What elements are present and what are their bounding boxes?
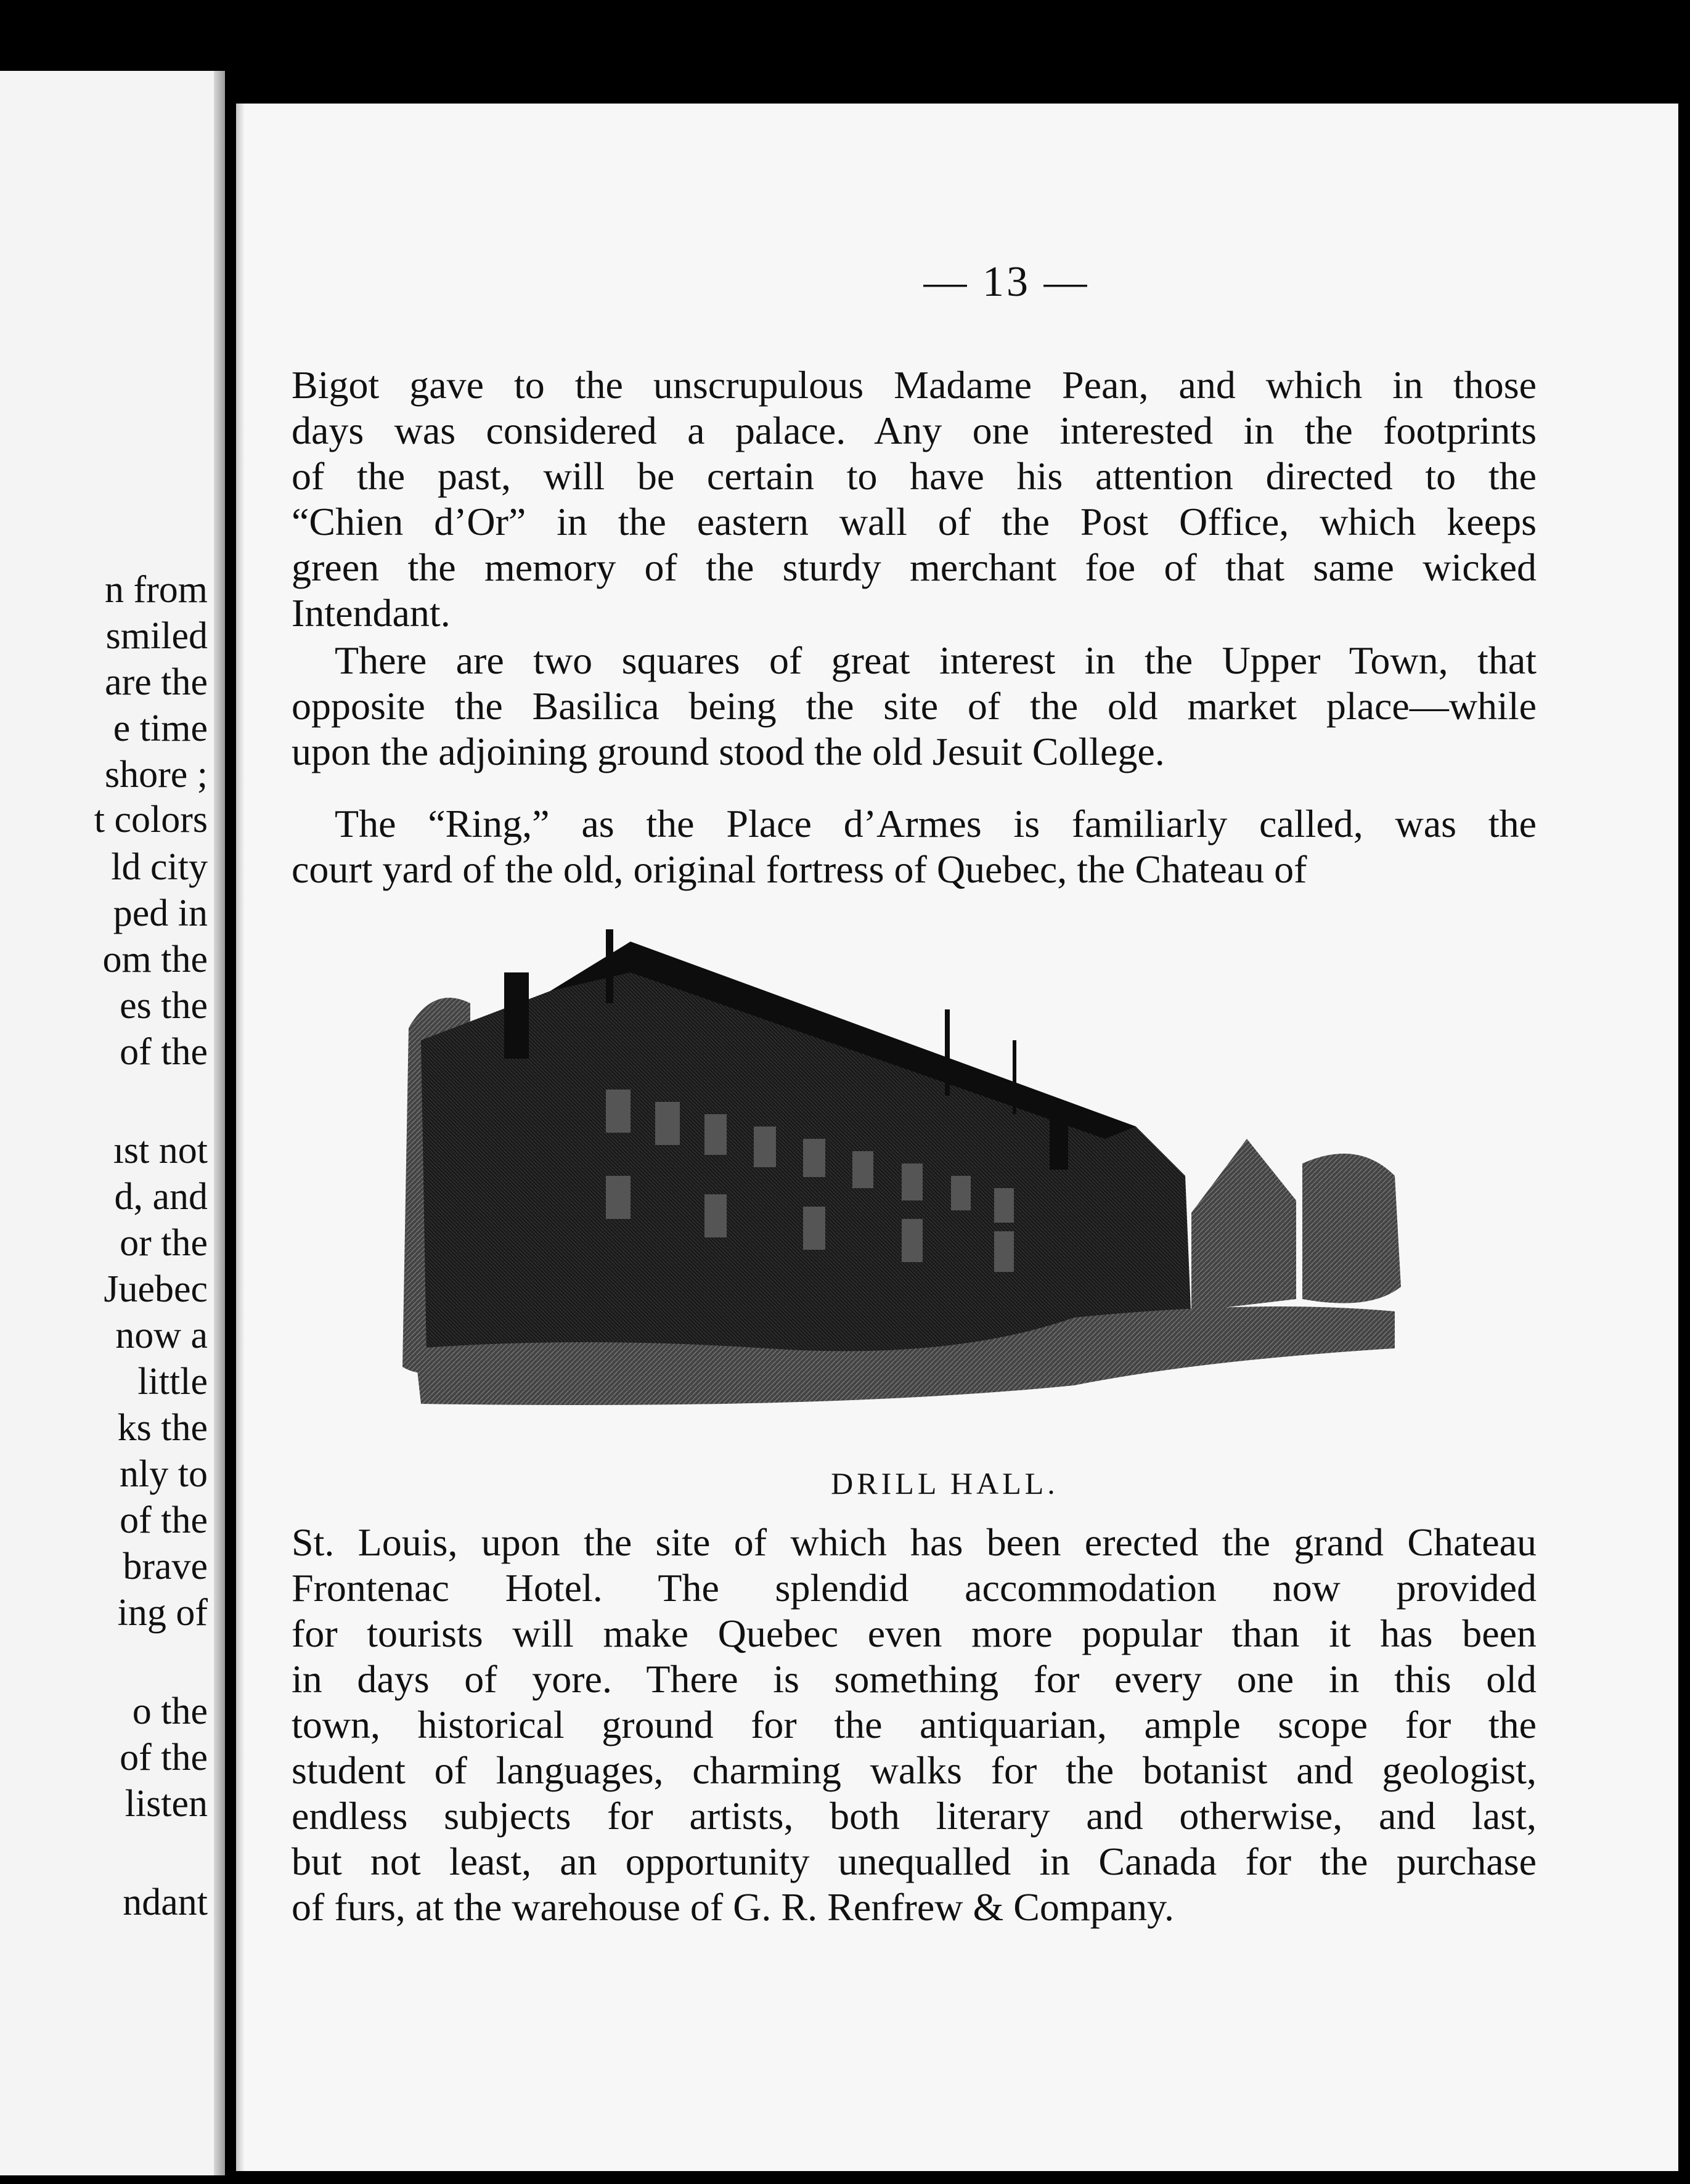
paragraph-4 (292, 1520, 1537, 1930)
text-line: green the memory of the sturdy merchant foe of that same wicked (292, 545, 1537, 589)
previous-page-line: e time (113, 707, 208, 749)
text-line: court yard of the old, original fortress of Quebec, the Chateau of (292, 847, 1307, 891)
text-line: for tourists will make Quebec even more popular than it has been (292, 1612, 1537, 1655)
text-line: days was considered a palace. Any one interested in the footprints (292, 409, 1537, 452)
text-line: Frontenac Hotel. The splendid accommodation now provided (292, 1566, 1537, 1610)
paragraph-3 (292, 801, 1537, 892)
text-line: The “Ring,” as the Place d’Armes is familiarly called, was the (335, 802, 1537, 845)
text-line: “Chien d’Or” in the eastern wall of the Post Office, which keeps (292, 500, 1537, 544)
text-line: of furs, at the warehouse of G. R. Renfrew & Company. (292, 1885, 1174, 1929)
previous-page-line: of the (120, 1499, 208, 1541)
previous-page-line: are the (105, 661, 208, 703)
previous-page-line: nly to (120, 1453, 208, 1495)
drill-hall-illustration (396, 917, 1419, 1410)
previous-page-line: of the (120, 1737, 208, 1779)
text-line: upon the adjoining ground stood the old Jesuit College. (292, 730, 1165, 773)
text-line: Intendant. (292, 591, 451, 635)
previous-page-line: little (137, 1361, 208, 1403)
text-line: but not least, an opportunity unequalled in Canada for the purchase (292, 1840, 1537, 1883)
previous-page-line: ped in (113, 892, 208, 934)
text-line: There are two squares of great interest in the Upper Town, that (335, 638, 1537, 682)
previous-page-line: of the (120, 1031, 208, 1073)
text-line: St. Louis, upon the site of which has been erected the grand Chateau (292, 1520, 1537, 1564)
previous-page-line: smiled (105, 615, 208, 657)
previous-page-line: d, and (114, 1176, 208, 1218)
previous-page-line: ks the (117, 1407, 208, 1449)
previous-page-line: shore ; (104, 754, 208, 796)
paragraph-1 (292, 362, 1537, 636)
text-line: student of languages, charming walks for the botanist and geologist, (292, 1748, 1537, 1792)
previous-page-line: brave (123, 1546, 208, 1587)
page-number: — 13 — (923, 258, 1090, 306)
page-gutter (214, 71, 225, 2175)
text-line: in days of yore. There is something for every one in this old (292, 1657, 1537, 1701)
previous-page-line: o the (132, 1690, 208, 1732)
previous-page-line: or the (120, 1222, 208, 1264)
previous-page-line: listen (125, 1783, 208, 1825)
previous-page (0, 71, 225, 2175)
previous-page-line: es the (120, 985, 208, 1027)
previous-page-line: om the (102, 939, 208, 980)
text-line: opposite the Basilica being the site of the old market place—while (292, 684, 1537, 728)
previous-page-line: ld city (111, 846, 208, 888)
text-line: endless subjects for artists, both literary and otherwise, and last, (292, 1794, 1537, 1838)
previous-page-line: t colors (94, 799, 208, 841)
text-line: of the past, will be certain to have his attention directed to the (292, 454, 1537, 498)
previous-page-line: now a (115, 1314, 208, 1356)
previous-page-line: n from (104, 569, 208, 611)
previous-page-line: Juebec (104, 1268, 208, 1310)
paragraph-2 (292, 638, 1537, 775)
current-page (236, 104, 1678, 2171)
previous-page-line: ing of (117, 1592, 208, 1634)
illustration-caption: DRILL HALL. (831, 1466, 1059, 1501)
previous-page-line: ndant (123, 1881, 208, 1923)
text-line: town, historical ground for the antiquarian, ample scope for the (292, 1703, 1537, 1746)
page-edge-shadow (236, 104, 245, 2171)
previous-page-line: ıst not (113, 1130, 208, 1171)
text-line: Bigot gave to the unscrupulous Madame Pean, and which in those (292, 363, 1537, 407)
